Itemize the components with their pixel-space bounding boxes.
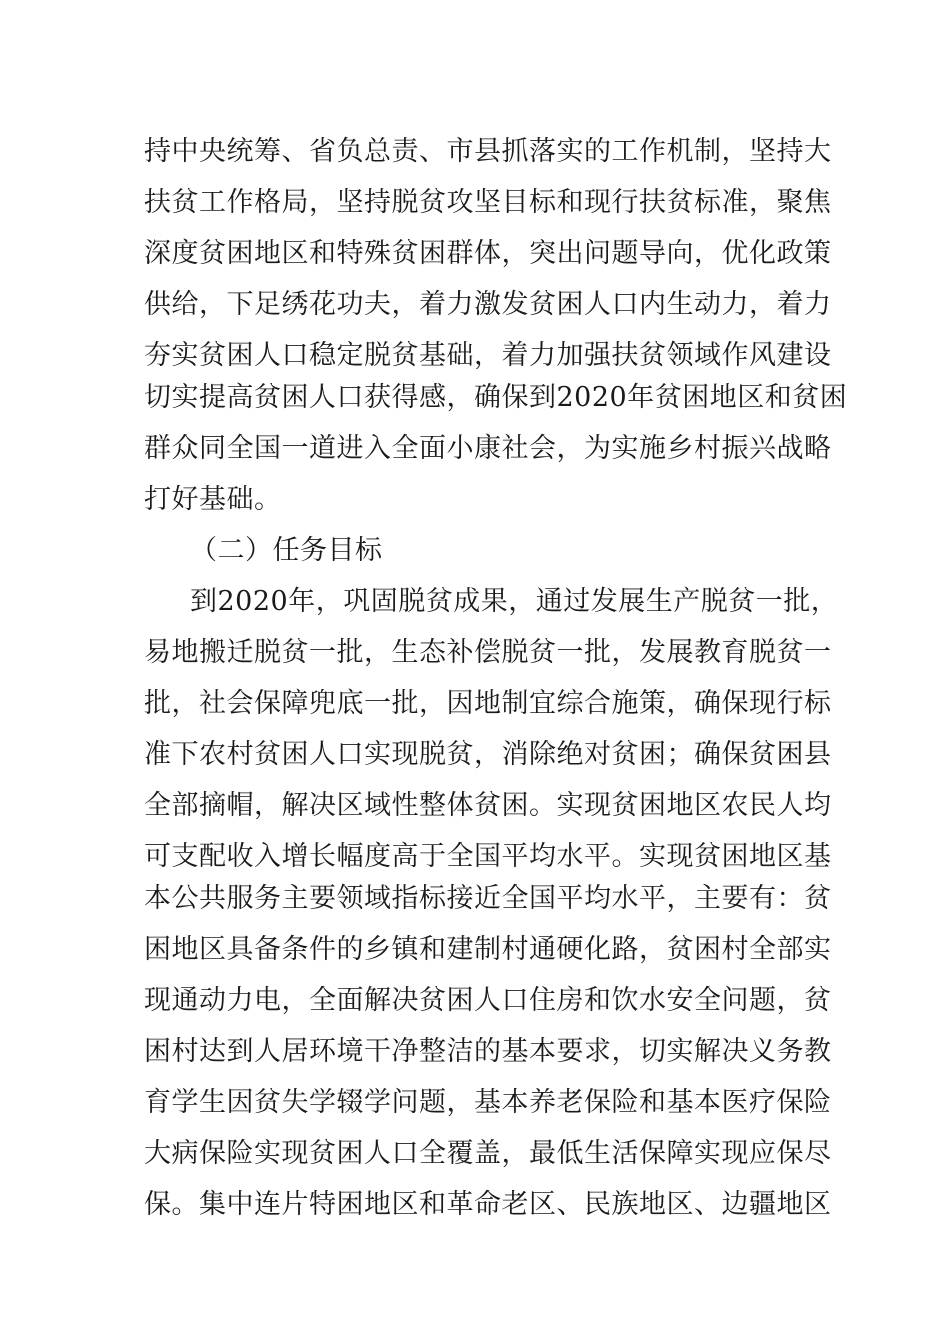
text-line: 深度贫困地区和特殊贫困群体，突出问题导向，优化政策 bbox=[144, 238, 832, 269]
text-line: 保。集中连片特困地区和革命老区、民族地区、边疆地区 bbox=[144, 1189, 832, 1220]
text-line: 困地区具备条件的乡镇和建制村通硬化路，贫困村全部实 bbox=[144, 934, 832, 965]
text-line: 可支配收入增长幅度高于全国平均水平。实现贫困地区基 bbox=[144, 841, 832, 872]
text-line: 困村达到人居环境干净整洁的基本要求，切实解决义务教 bbox=[144, 1036, 832, 1067]
text-line: 本公共服务主要领域指标接近全国平均水平，主要有：贫 bbox=[144, 883, 832, 914]
section-heading: （二）任务目标 bbox=[190, 535, 383, 566]
text-line: 切实提高贫困人口获得感，确保到2020年贫困地区和贫困 bbox=[144, 382, 848, 413]
text-line: 扶贫工作格局，坚持脱贫攻坚目标和现行扶贫标准，聚焦 bbox=[144, 187, 832, 218]
text-line: 易地搬迁脱贫一批，生态补偿脱贫一批，发展教育脱贫一 bbox=[144, 637, 832, 668]
text-line: 现通动力电，全面解决贫困人口住房和饮水安全问题，贫 bbox=[144, 985, 832, 1016]
text-line: 打好基础。 bbox=[144, 484, 282, 515]
text-line: 持中央统筹、省负总责、市县抓落实的工作机制，坚持大 bbox=[144, 136, 832, 167]
text-line: 全部摘帽，解决区域性整体贫困。实现贫困地区农民人均 bbox=[144, 790, 832, 821]
text-line: 群众同全国一道进入全面小康社会，为实施乡村振兴战略 bbox=[144, 433, 832, 464]
text-line: 到2020年，巩固脱贫成果，通过发展生产脱贫一批， bbox=[190, 586, 839, 617]
text-line: 大病保险实现贫困人口全覆盖，最低生活保障实现应保尽 bbox=[144, 1138, 832, 1169]
text-line: 批，社会保障兜底一批，因地制宜综合施策，确保现行标 bbox=[144, 688, 832, 719]
text-line: 准下农村贫困人口实现脱贫，消除绝对贫困；确保贫困县 bbox=[144, 739, 832, 770]
text-line: 供给，下足绣花功夫，着力激发贫困人口内生动力，着力 bbox=[144, 289, 832, 320]
text-line: 夯实贫困人口稳定脱贫基础，着力加强扶贫领域作风建设 bbox=[144, 340, 832, 371]
text-line: 育学生因贫失学辍学问题，基本养老保险和基本医疗保险 bbox=[144, 1087, 832, 1118]
